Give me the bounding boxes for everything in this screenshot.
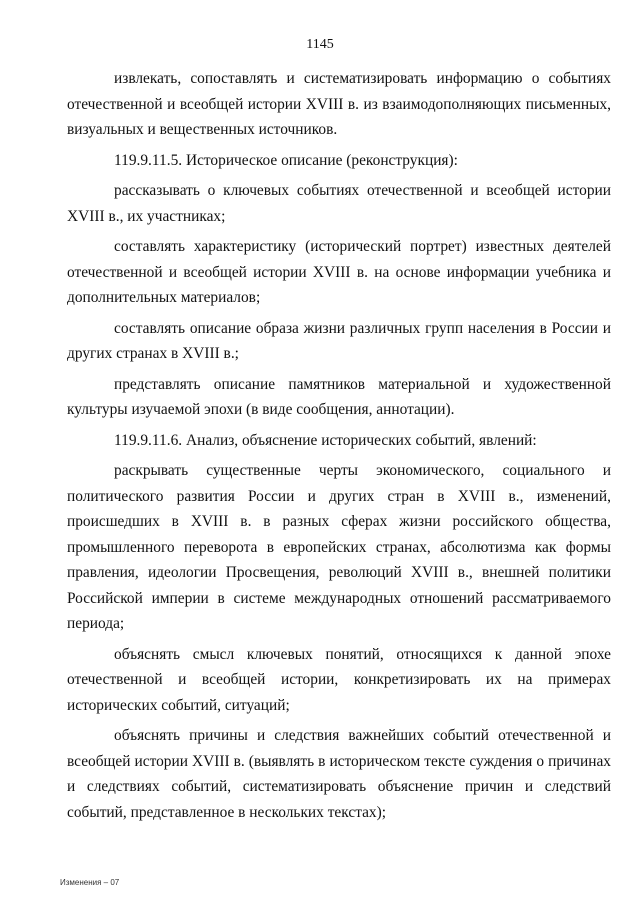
paragraph-way-of-life: составлять описание образа жизни различных групп населения в России и других странах в XVIII в.; [67, 319, 611, 362]
paragraph-monuments: представлять описание памятников материальной и художественной культуры изучаемой эпохи (в виде сообщения, аннотации). [67, 375, 611, 418]
section-heading-analysis: 119.9.11.6. Анализ, объяснение исторических событий, явлений: [114, 431, 537, 449]
paragraph-portrait: составлять характеристику (исторический портрет) известных деятелей отечественной и всеобщей истории XVIII в. на основе информации учебника и дополнительных материалов; [67, 238, 611, 306]
page-number: 1145 [306, 37, 334, 52]
paragraph-sources: извлекать, сопоставлять и систематизировать информацию о событиях отечественной и всеобщей истории XVIII в. из взаимодополняющих письменных, визуальных и вещественных источников. [67, 70, 611, 138]
footer-revision-note: Изменения – 07 [60, 878, 120, 887]
document-body [67, 66, 611, 825]
paragraph-explain-concepts: объяснять смысл ключевых понятий, относящихся к данной эпохе отечественной и всеобщей истории, конкретизировать их на примерах исторических событий, ситуаций; [67, 645, 611, 714]
paragraph-reveal-features: раскрывать существенные черты экономического, социального и политического развития России и других стран в XVIII в., изменений, происшедших в XVIII в. в разных сферах жизни российского общества, промышленного переворота в европейских странах, абсолютизма как формы правления, идеологии Просвещения, революций XVIII в., внешней политики Российской империи в системе международных отношений рассматриваемого периода; [67, 462, 611, 632]
paragraph-causes-effects: объяснять причины и следствия важнейших событий отечественной и всеобщей истории XVIII в. (выявлять в историческом тексте суждения о причинах и следствиях событий, систематизировать объяснение причин и следствий событий, представленное в нескольких текстах); [67, 727, 611, 821]
section-heading-historical-description: 119.9.11.5. Историческое описание (реконструкция): [114, 151, 458, 169]
paragraph-tell-events: рассказывать о ключевых событиях отечественной и всеобщей истории XVIII в., их участниках; [67, 182, 611, 225]
